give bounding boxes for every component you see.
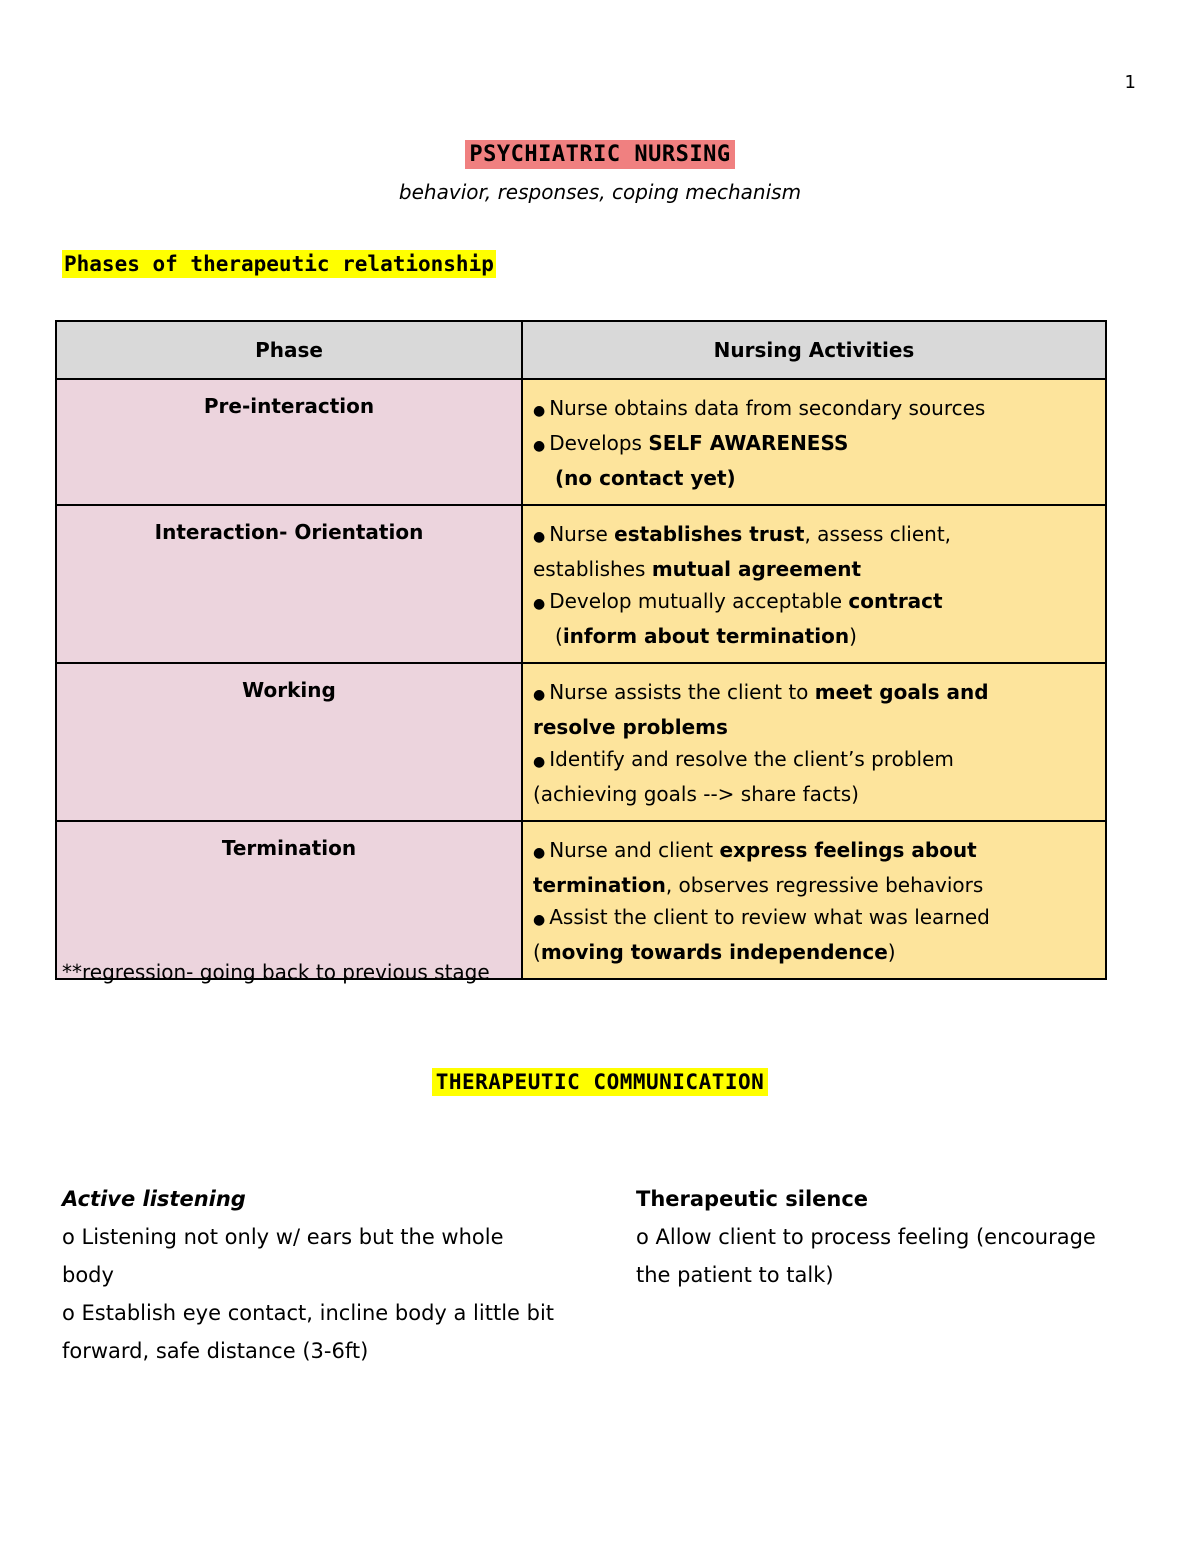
activity-line: (inform about termination) xyxy=(555,624,857,648)
activity-line: (achieving goals --> share facts) xyxy=(533,782,859,806)
activity-line: ● Assist the client to review what was learned xyxy=(533,905,990,929)
list-item: o Allow client to process feeling (encourage the patient to talk) xyxy=(636,1225,1096,1287)
header-nursing-activities: Nursing Activities xyxy=(522,321,1106,379)
phase-cell: Termination xyxy=(56,821,522,979)
table-row xyxy=(56,505,1106,663)
bullet-icon: ● xyxy=(533,596,546,612)
phase-cell: Working xyxy=(56,663,522,821)
activities-cell xyxy=(522,505,1106,663)
active-listening-block xyxy=(62,1180,562,1370)
activity-line: ● Nurse obtains data from secondary sources xyxy=(533,396,986,420)
bullet-icon: ● xyxy=(533,912,546,928)
bullet-icon: ● xyxy=(533,845,546,861)
section-heading-phases: Phases of therapeutic relationship xyxy=(64,252,494,276)
activity-line: ● Develops SELF AWARENESS xyxy=(533,431,849,455)
bullet-icon: ● xyxy=(533,754,546,770)
document-title-text: PSYCHIATRIC NURSING xyxy=(465,140,734,169)
activity-line: (moving towards independence) xyxy=(533,940,896,964)
phase-cell: Pre-interaction xyxy=(56,379,522,505)
activity-line: termination, observes regressive behaviors xyxy=(533,873,984,897)
activity-line: ● Nurse and client express feelings about xyxy=(533,838,977,862)
active-listening-title: Active listening xyxy=(62,1187,246,1211)
bullet-icon: ● xyxy=(533,403,546,419)
section-heading-communication xyxy=(0,1070,1200,1094)
activities-cell xyxy=(522,821,1106,979)
activity-line: resolve problems xyxy=(533,715,728,739)
activities-cell xyxy=(522,379,1106,505)
document-subtitle: behavior, responses, coping mechanism xyxy=(398,180,802,204)
activities-cell xyxy=(522,663,1106,821)
phases-table xyxy=(55,320,1107,980)
list-item: o Listening not only w/ ears but the whole body xyxy=(62,1225,504,1287)
list-item: o Establish eye contact, incline body a little bit forward, safe distance (3-6ft) xyxy=(62,1301,555,1363)
regression-footnote: **regression- going back to previous stage xyxy=(62,960,490,984)
table-row xyxy=(56,663,1106,821)
document-title xyxy=(0,142,1200,167)
bullet-icon: ● xyxy=(533,529,546,545)
bullet-icon: ● xyxy=(533,438,546,454)
table-row xyxy=(56,379,1106,505)
activity-line: ● Nurse assists the client to meet goals and xyxy=(533,680,989,704)
activity-line: ● Nurse establishes trust, assess client, xyxy=(533,522,952,546)
header-phase: Phase xyxy=(56,321,522,379)
table-header-row xyxy=(56,321,1106,379)
phase-cell: Interaction- Orientation xyxy=(56,505,522,663)
page-number: 1 xyxy=(1124,72,1136,93)
communication-heading-text: THERAPEUTIC COMMUNICATION xyxy=(432,1068,769,1096)
therapeutic-silence-block xyxy=(636,1180,1136,1294)
table-row xyxy=(56,821,1106,979)
activity-line: ● Develop mutually acceptable contract xyxy=(533,589,943,613)
activity-line: (no contact yet) xyxy=(555,466,736,490)
activity-line: establishes mutual agreement xyxy=(533,557,862,581)
bullet-icon: ● xyxy=(533,687,546,703)
therapeutic-silence-title: Therapeutic silence xyxy=(636,1187,869,1211)
activity-line: ● Identify and resolve the client’s problem xyxy=(533,747,954,771)
